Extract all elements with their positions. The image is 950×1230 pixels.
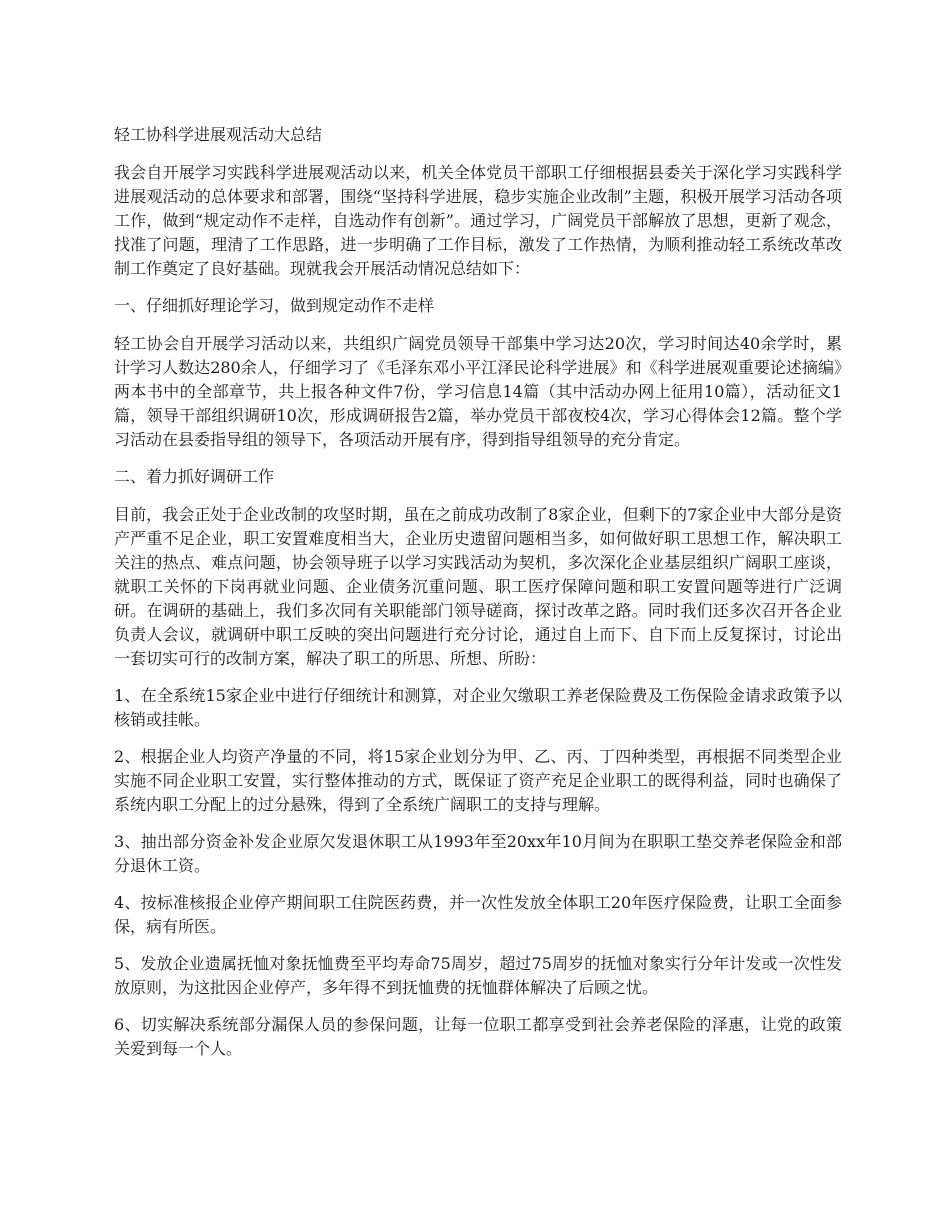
section-2-paragraph: 目前，我会正处于企业改制的攻坚时期，虽在之前成功改制了8家企业，但剩下的7家企业中大部分是资产严重不足企业，职工安置难度相当大，企业历史遗留问题相当多，如何做好职工思想工作，解决职工关注的热点、难点问题，协会领导班子以学习实践活动为契机，多次深化企业基层组织广阔职工座谈，就职工关怀的下岗再就业问题、企业债务沉重问题、职工医疗保障问题和职工安置问题等进行广泛调研。在调研的基础上，我们多次同有关职能部门领导磋商，探讨改革之路。同时我们还多次召开各企业负责人会议，就调研中职工反映的突出问题进行充分讨论，通过自上而下、自下而上反复探讨，讨论出一套切实可行的改制方案，解决了职工的所思、所想、所盼： bbox=[114, 505, 842, 668]
document-page bbox=[114, 123, 842, 1074]
list-item-6: 6、切实解决系统部分漏保人员的参保问题，让每一位职工都享受到社会养老保险的泽惠，让党的政策关爱到每一个人。 bbox=[114, 1015, 842, 1058]
section-heading-2: 二、着力抓好调研工作 bbox=[114, 467, 275, 486]
section-heading-1: 一、仔细抓好理论学习，做到规定动作不走样 bbox=[114, 296, 435, 315]
list-item-3: 3、抽出部分资金补发企业原欠发退休职工从1993年至20xx年10月间为在职职工垫交养老保险金和部分退休工资。 bbox=[114, 832, 842, 875]
list-item-5: 5、发放企业遗属抚恤对象抚恤费至平均寿命75周岁，超过75周岁的抚恤对象实行分年计发或一次性发放原则，为这批因企业停产，多年得不到抚恤费的抚恤群体解决了后顾之忧。 bbox=[114, 954, 842, 997]
list-item-2: 2、根据企业人均资产净量的不同，将15家企业划分为甲、乙、丙、丁四种类型，再根据不同类型企业实施不同企业职工安置，实行整体推动的方式，既保证了资产充足企业职工的既得利益，同时也确保了系统内职工分配上的过分悬殊，得到了全系统广阔职工的支持与理解。 bbox=[114, 747, 842, 814]
list-item-4: 4、按标准核报企业停产期间职工住院医药费，并一次性发放全体职工20年医疗保险费，让职工全面参保，病有所医。 bbox=[114, 893, 842, 936]
intro-paragraph: 我会自开展学习实践科学进展观活动以来，机关全体党员干部职工仔细根据县委关于深化学习实践科学进展观活动的总体要求和部署，围绕“坚持科学进展，稳步实施企业改制”主题，积极开展学习活动各项工作，做到“规定动作不走样，自选动作有创新”。通过学习，广阔党员干部解放了思想，更新了观念，找准了问题，理清了工作思路，进一步明确了工作目标，激发了工作热情，为顺利推动轻工系统改革改制工作奠定了良好基础。现就我会开展活动情况总结如下： bbox=[114, 163, 842, 278]
list-item-1: 1、在全系统15家企业中进行仔细统计和测算，对企业欠缴职工养老保险费及工伤保险金请求政策予以核销或挂帐。 bbox=[114, 686, 842, 729]
section-1-paragraph: 轻工协会自开展学习活动以来，共组织广阔党员领导干部集中学习达20次，学习时间达40余学时，累计学习人数达280余人，仔细学习了《毛泽东邓小平江泽民论科学进展》和《科学进展观重要论述摘编》两本书中的全部章节，共上报各种文件7份，学习信息14篇（其中活动办网上征用10篇），活动征文1篇，领导干部组织调研10次，形成调研报告2篇，举办党员干部夜校4次，学习心得体会12篇。整个学习活动在县委指导组的领导下，各项活动开展有序，得到指导组领导的充分肯定。 bbox=[114, 334, 842, 449]
document-title: 轻工协科学进展观活动大总结 bbox=[114, 125, 323, 144]
